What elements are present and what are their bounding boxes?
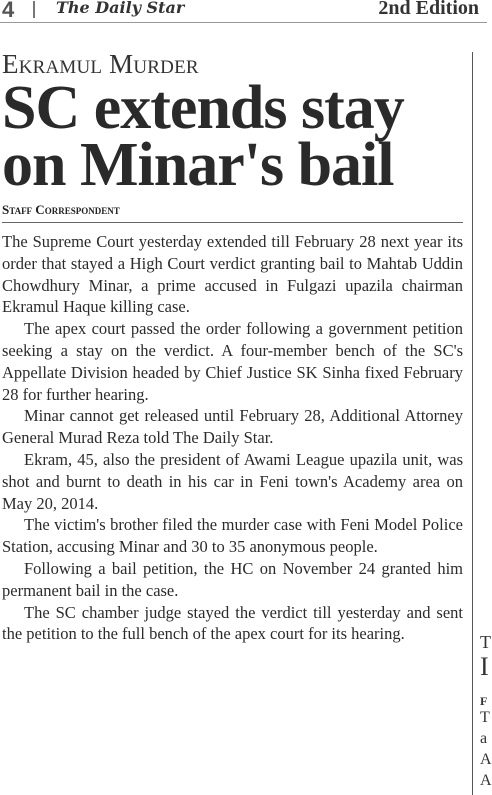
article-headline: SC extends stay on Minar's bail	[2, 74, 404, 199]
next-column-fragment: A	[480, 772, 492, 789]
next-column-fragment: T	[480, 709, 490, 726]
article-paragraph: Following a bail petition, the HC on November 24 granted him permanent bail in the case.	[2, 558, 463, 600]
article-paragraph: The apex court passed the order following a government petition seeking a stay on the verdict. A four-member bench of the SC's Appellate Division headed by Chief Justice SK Sinha fixed February 28 for further hearing.	[2, 319, 463, 404]
article-body	[2, 231, 463, 645]
next-column-fragment: T	[480, 632, 491, 652]
next-column-fragment: A	[480, 751, 492, 768]
page-header	[0, 0, 487, 23]
column-divider	[472, 52, 473, 795]
next-column-fragment: I	[480, 652, 489, 681]
next-column-fragment: F	[480, 694, 488, 708]
next-column-fragment: a	[480, 730, 488, 747]
article-byline: Staff Correspondent	[2, 202, 463, 223]
article-paragraph: The Supreme Court yesterday extended till February 28 next year its order that stayed a High Court verdict granting bail to Mahtab Uddin Chowdhury Minar, a prime accused in Fulgazi upazila chairman Ekramul Haque killing case.	[2, 232, 463, 317]
article-paragraph: Minar cannot get released until February 28, Additional Attorney General Murad Reza told The Daily Star.	[2, 406, 463, 448]
article-paragraph: The victim's brother filed the murder case with Feni Model Police Station, accusing Minar and 30 to 35 anonymous people.	[2, 515, 463, 557]
edition-label: 2nd Edition	[378, 0, 479, 19]
header-divider	[33, 1, 35, 18]
masthead-logo: The Daily Star	[56, 0, 185, 17]
page-number: 4	[2, 0, 15, 22]
news-article	[2, 48, 463, 645]
article-paragraph: Ekram, 45, also the president of Awami League upazila unit, was shot and burnt to death in his car in Feni town's Academy area on May 20, 2014.	[2, 449, 463, 513]
article-kicker: Ekramul Murder	[2, 49, 199, 79]
article-paragraph: The SC chamber judge stayed the verdict till yesterday and sent the petition to the full bench of the apex court for its hearing.	[2, 602, 463, 644]
